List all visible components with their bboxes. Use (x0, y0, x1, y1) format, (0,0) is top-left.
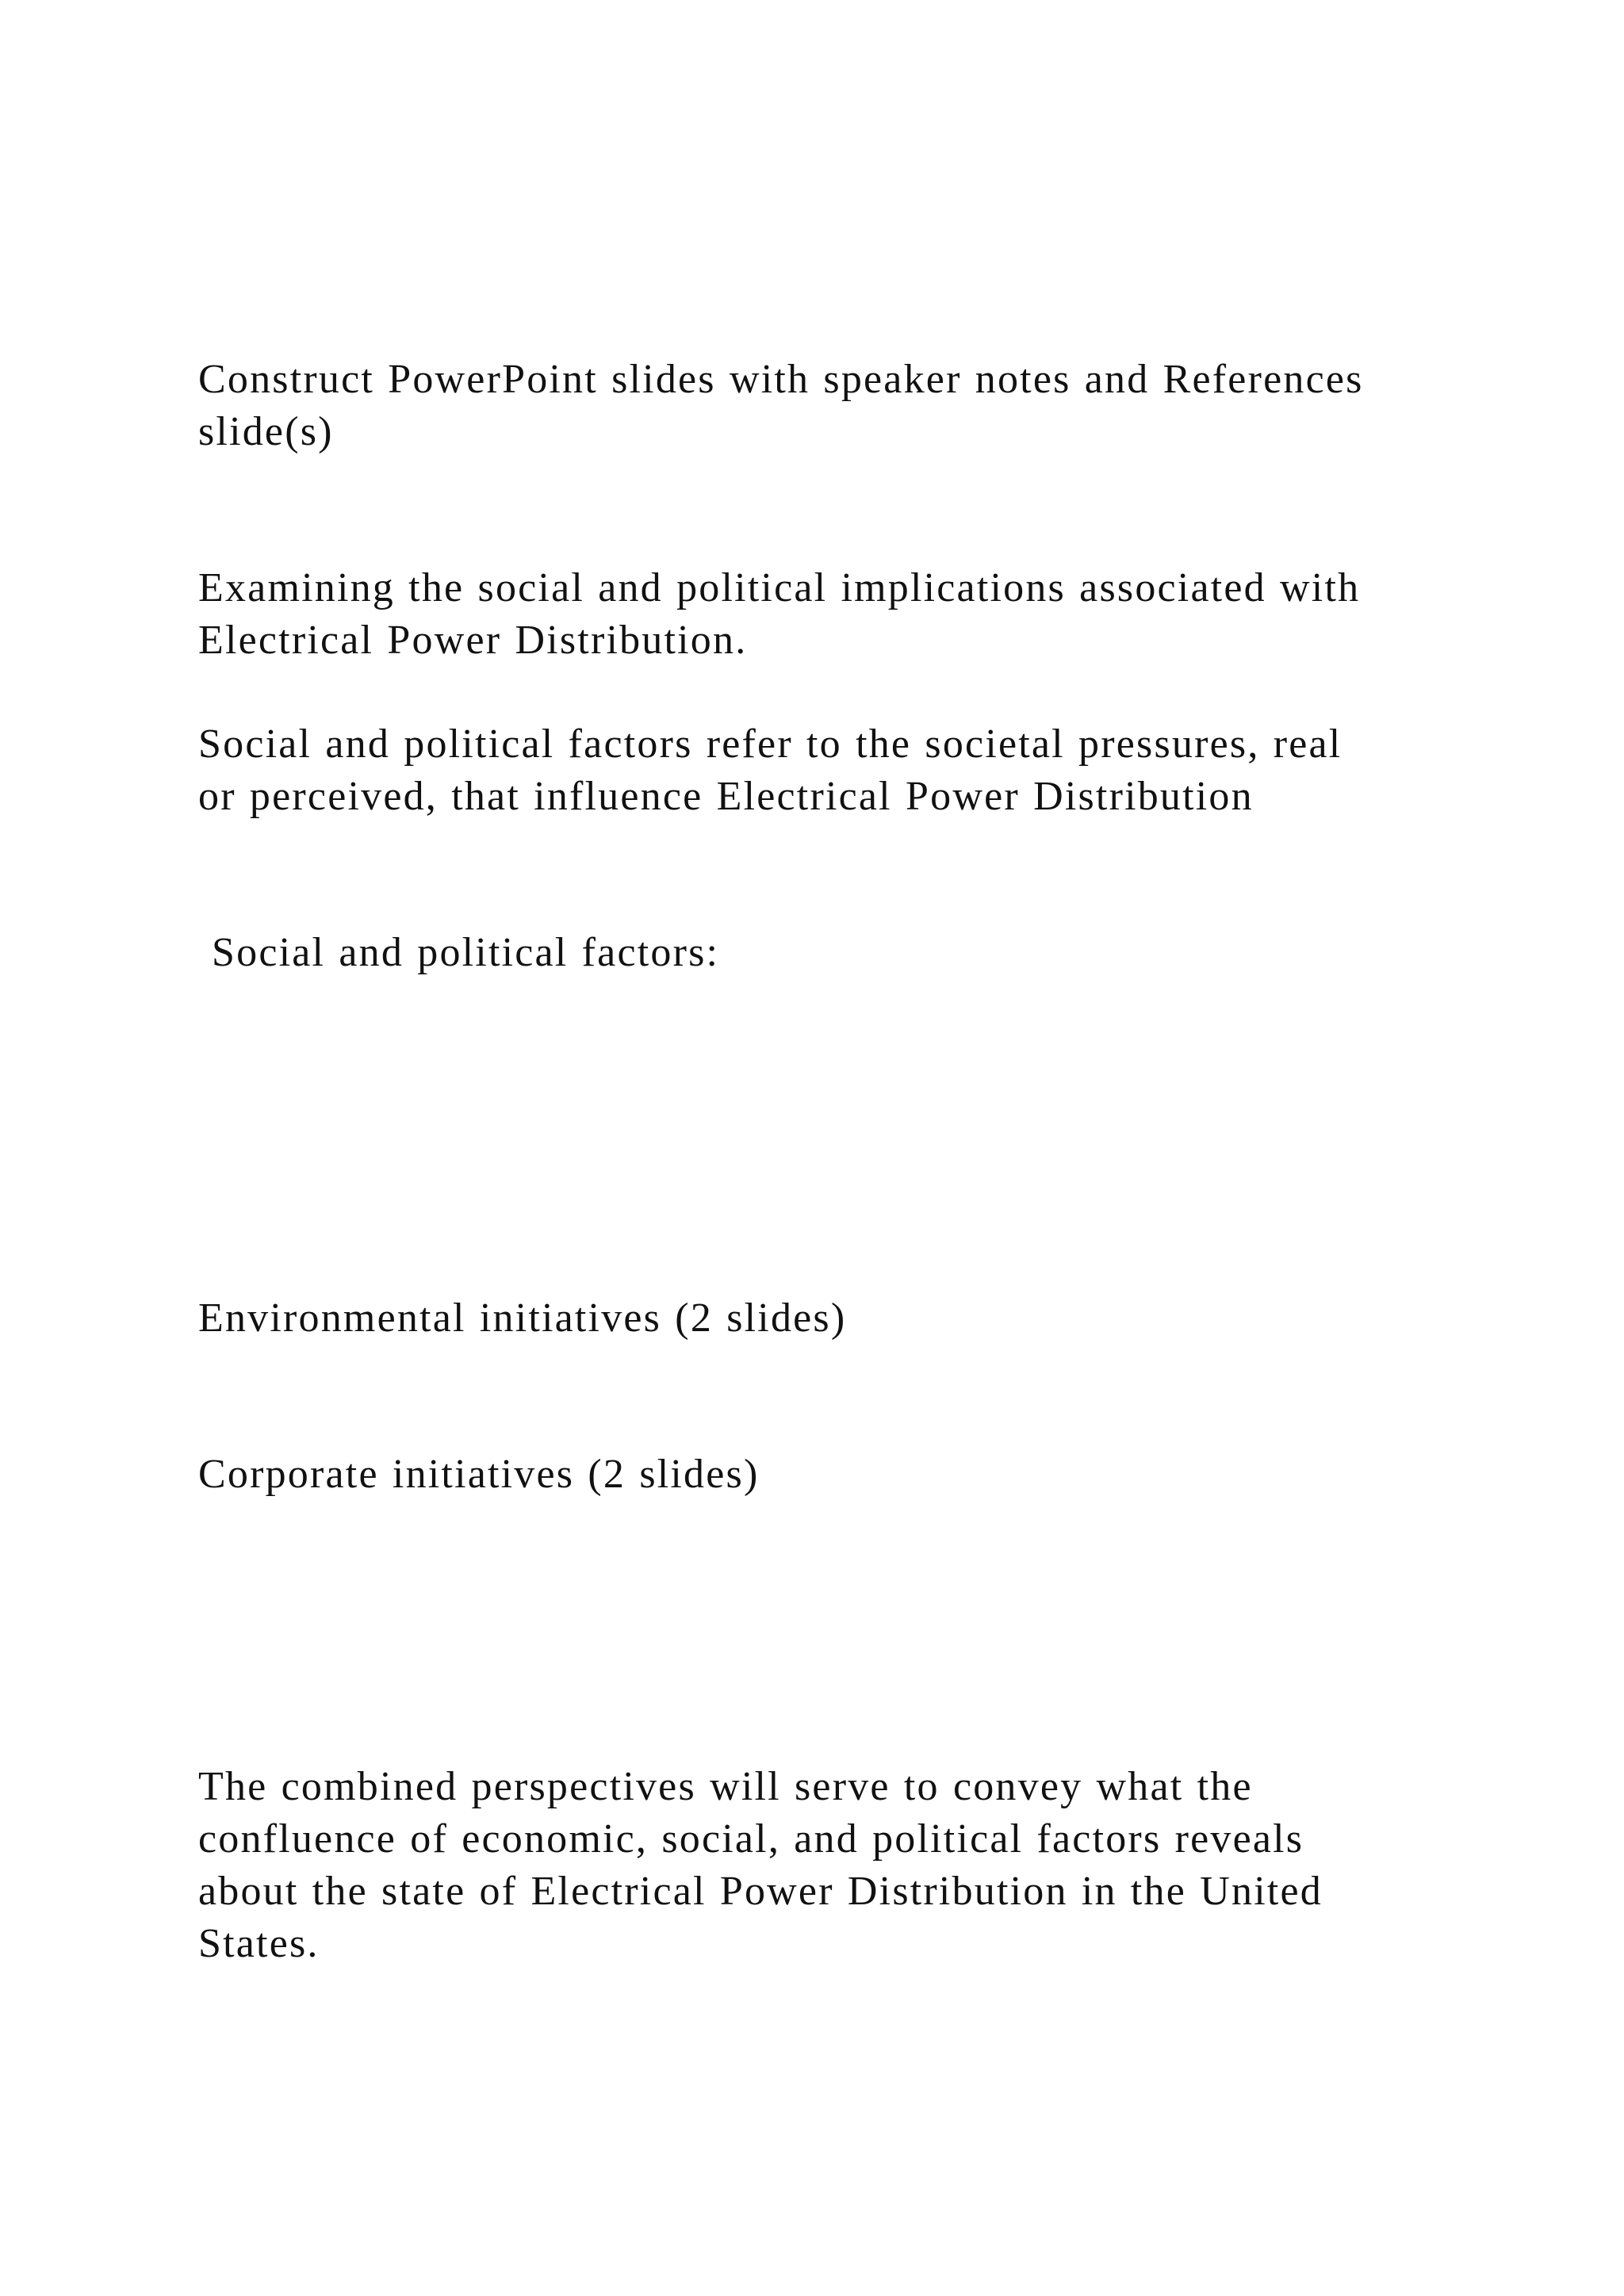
conclusion-line-3: about the state of Electrical Power Distribution in the United (198, 1869, 1323, 1914)
instruction-line-2: slide(s) (198, 409, 334, 454)
conclusion-line-4: States. (198, 1921, 320, 1966)
conclusion-line-1: The combined perspectives will serve to convey what the (198, 1764, 1253, 1809)
item-environmental-initiatives: Environmental initiatives (2 slides) (198, 1295, 847, 1341)
topic-line-2: Electrical Power Distribution. (198, 618, 748, 663)
definition-line-1: Social and political factors refer to the societal pressures, real (198, 721, 1342, 767)
definition-line-2: or perceived, that influence Electrical Power Distribution (198, 774, 1254, 819)
item-corporate-initiatives: Corporate initiatives (2 slides) (198, 1452, 760, 1497)
conclusion-line-2: confluence of economic, social, and political factors reveals (198, 1816, 1304, 1862)
factors-heading: Social and political factors: (212, 930, 720, 975)
topic-line-1: Examining the social and political implications associated with (198, 565, 1361, 610)
instruction-line-1: Construct PowerPoint slides with speaker notes and References (198, 357, 1364, 402)
